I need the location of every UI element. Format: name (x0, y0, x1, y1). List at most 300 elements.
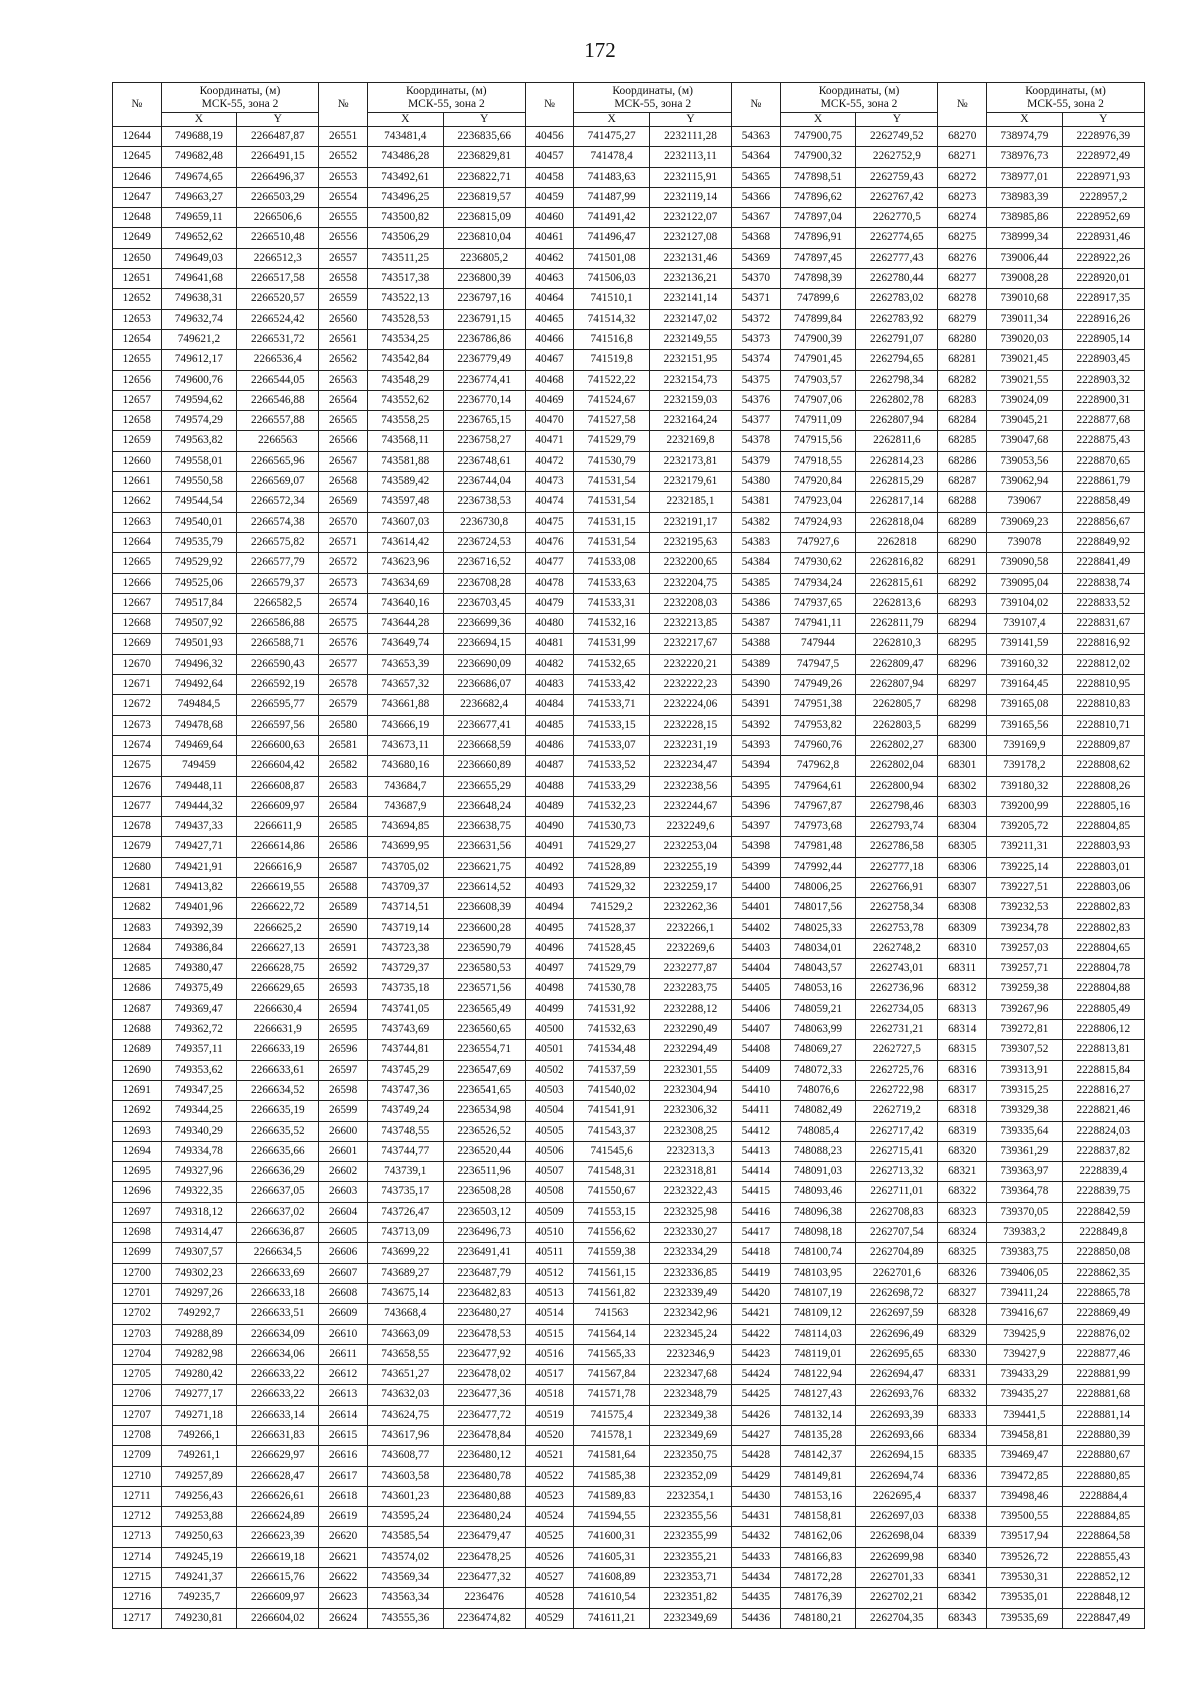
point-number-cell: 54406 (732, 999, 781, 1019)
point-number-cell: 40469 (525, 390, 574, 410)
point-number-cell: 12693 (113, 1121, 162, 1141)
point-number-cell: 40505 (525, 1121, 574, 1141)
y-value-cell: 2236479,47 (443, 1527, 525, 1547)
y-value-cell: 2232351,82 (649, 1588, 731, 1608)
x-value-cell: 739313,91 (987, 1060, 1063, 1080)
x-value-cell: 739267,96 (987, 999, 1063, 1019)
point-number-cell: 68296 (938, 654, 987, 674)
y-value-cell: 2262693,66 (856, 1426, 938, 1446)
x-value-cell: 743741,05 (367, 999, 443, 1019)
y-value-cell: 2228804,65 (1062, 938, 1144, 958)
coord-group-header: Координаты, (м) МСК-55, зона 2 (367, 83, 525, 113)
point-number-cell: 26589 (319, 898, 368, 918)
table-row (113, 1405, 1145, 1425)
x-value-cell: 749340,29 (161, 1121, 237, 1141)
table-row (113, 1486, 1145, 1506)
x-value-cell: 747960,76 (780, 735, 856, 755)
y-value-cell: 2266546,88 (237, 390, 319, 410)
point-number-cell: 40491 (525, 837, 574, 857)
point-number-cell: 12689 (113, 1040, 162, 1060)
point-number-cell: 40475 (525, 512, 574, 532)
x-value-cell: 739178,2 (987, 756, 1063, 776)
y-value-cell: 2262752,9 (856, 147, 938, 167)
y-value-cell: 2262774,65 (856, 228, 938, 248)
x-value-cell: 749444,32 (161, 796, 237, 816)
point-number-cell: 54382 (732, 512, 781, 532)
x-value-cell: 739406,05 (987, 1263, 1063, 1283)
y-value-cell: 2228848,12 (1062, 1588, 1144, 1608)
y-value-cell: 2236631,56 (443, 837, 525, 857)
y-value-cell: 2232294,49 (649, 1040, 731, 1060)
point-number-cell: 54390 (732, 675, 781, 695)
y-value-cell: 2228810,95 (1062, 675, 1144, 695)
y-value-cell: 2236819,57 (443, 187, 525, 207)
y-value-cell: 2232353,71 (649, 1568, 731, 1588)
point-number-cell: 40465 (525, 309, 574, 329)
x-value-cell: 739047,68 (987, 431, 1063, 451)
y-value-cell: 2262798,46 (856, 796, 938, 816)
x-value-cell: 739526,72 (987, 1547, 1063, 1567)
y-value-cell: 2262802,27 (856, 735, 938, 755)
point-number-cell: 40492 (525, 857, 574, 877)
point-number-cell: 26581 (319, 735, 368, 755)
x-value-cell: 743486,28 (367, 147, 443, 167)
y-value-cell: 2236480,88 (443, 1486, 525, 1506)
x-value-cell: 741550,67 (574, 1182, 650, 1202)
point-number-cell: 54411 (732, 1101, 781, 1121)
x-value-cell: 748053,16 (780, 979, 856, 999)
point-number-cell: 12672 (113, 695, 162, 715)
y-value-cell: 2228869,49 (1062, 1304, 1144, 1324)
x-value-cell: 739008,28 (987, 269, 1063, 289)
y-value-cell: 2266592,19 (237, 675, 319, 695)
table-row (113, 451, 1145, 471)
point-number-cell: 54365 (732, 167, 781, 187)
point-number-cell: 12707 (113, 1405, 162, 1425)
point-number-cell: 26570 (319, 512, 368, 532)
point-number-cell: 26597 (319, 1060, 368, 1080)
x-value-cell: 747898,51 (780, 167, 856, 187)
x-value-cell: 738985,86 (987, 208, 1063, 228)
y-value-cell: 2232349,69 (649, 1426, 731, 1446)
point-number-cell: 12671 (113, 675, 162, 695)
point-number-cell: 40516 (525, 1344, 574, 1364)
y-value-cell: 2262697,59 (856, 1304, 938, 1324)
x-value-cell: 739257,71 (987, 959, 1063, 979)
x-value-cell: 743729,37 (367, 959, 443, 979)
y-value-cell: 2266634,5 (237, 1243, 319, 1263)
y-value-cell: 2232249,6 (649, 817, 731, 837)
y-value-cell: 2236600,28 (443, 918, 525, 938)
point-number-cell: 12695 (113, 1162, 162, 1182)
point-number-cell: 68306 (938, 857, 987, 877)
y-value-cell: 2262695,65 (856, 1344, 938, 1364)
x-value-cell: 748076,6 (780, 1080, 856, 1100)
point-number-cell: 40513 (525, 1283, 574, 1303)
point-number-cell: 26592 (319, 959, 368, 979)
x-value-cell: 749641,68 (161, 269, 237, 289)
point-number-cell: 12682 (113, 898, 162, 918)
x-value-cell: 748180,21 (780, 1608, 856, 1628)
x-value-cell: 749386,84 (161, 938, 237, 958)
point-number-cell: 40503 (525, 1080, 574, 1100)
y-value-cell: 2262743,01 (856, 959, 938, 979)
x-value-cell: 749266,1 (161, 1426, 237, 1446)
x-value-cell: 748100,74 (780, 1243, 856, 1263)
point-number-cell: 12647 (113, 187, 162, 207)
y-value-cell: 2232283,75 (649, 979, 731, 999)
x-value-cell: 749235,7 (161, 1588, 237, 1608)
point-number-cell: 40519 (525, 1405, 574, 1425)
x-value-cell: 749282,98 (161, 1344, 237, 1364)
x-value-cell: 743601,23 (367, 1486, 443, 1506)
y-value-cell: 2232208,03 (649, 593, 731, 613)
x-value-cell: 749674,65 (161, 167, 237, 187)
y-value-cell: 2262818 (856, 532, 938, 552)
point-number-cell: 54421 (732, 1304, 781, 1324)
x-value-cell: 748025,33 (780, 918, 856, 938)
point-number-cell: 68340 (938, 1547, 987, 1567)
x-value-cell: 747920,84 (780, 472, 856, 492)
y-value-cell: 2262719,2 (856, 1101, 938, 1121)
y-value-cell: 2262694,15 (856, 1446, 938, 1466)
point-number-cell: 26608 (319, 1283, 368, 1303)
point-number-cell: 68307 (938, 877, 987, 897)
x-value-cell: 748153,16 (780, 1486, 856, 1506)
y-value-cell: 2266634,09 (237, 1324, 319, 1344)
point-number-cell: 54374 (732, 350, 781, 370)
y-value-cell: 2228865,78 (1062, 1283, 1144, 1303)
x-value-cell: 739045,21 (987, 411, 1063, 431)
point-number-cell: 26588 (319, 877, 368, 897)
point-number-cell: 26618 (319, 1486, 368, 1506)
x-value-cell: 743713,09 (367, 1223, 443, 1243)
point-number-cell: 12655 (113, 350, 162, 370)
y-value-cell: 2236699,36 (443, 614, 525, 634)
x-value-cell: 749261,1 (161, 1446, 237, 1466)
table-row (113, 1446, 1145, 1466)
x-value-cell: 743640,16 (367, 593, 443, 613)
y-value-cell: 2262803,5 (856, 715, 938, 735)
point-number-cell: 68331 (938, 1365, 987, 1385)
y-value-cell: 2236822,71 (443, 167, 525, 187)
y-value-cell: 2236770,14 (443, 390, 525, 410)
y-value-cell: 2266604,42 (237, 756, 319, 776)
x-value-cell: 747992,44 (780, 857, 856, 877)
y-value-cell: 2236491,41 (443, 1243, 525, 1263)
x-header: X (987, 113, 1063, 127)
y-value-cell: 2262815,61 (856, 573, 938, 593)
y-value-cell: 2266615,76 (237, 1568, 319, 1588)
y-header: Y (443, 113, 525, 127)
x-value-cell: 749375,49 (161, 979, 237, 999)
y-value-cell: 2262777,18 (856, 857, 938, 877)
y-value-cell: 2266600,63 (237, 735, 319, 755)
point-number-cell: 68304 (938, 817, 987, 837)
point-number-cell: 68317 (938, 1080, 987, 1100)
x-value-cell: 739067 (987, 492, 1063, 512)
y-value-cell: 2236765,15 (443, 411, 525, 431)
x-value-cell: 743569,34 (367, 1568, 443, 1588)
point-number-cell: 12700 (113, 1263, 162, 1283)
y-value-cell: 2266635,52 (237, 1121, 319, 1141)
x-value-cell: 747949,26 (780, 675, 856, 695)
point-number-cell: 40483 (525, 675, 574, 695)
y-value-cell: 2232179,61 (649, 472, 731, 492)
y-value-cell: 2232339,49 (649, 1283, 731, 1303)
y-value-cell: 2228881,99 (1062, 1365, 1144, 1385)
y-value-cell: 2236648,24 (443, 796, 525, 816)
point-number-cell: 68288 (938, 492, 987, 512)
point-number-cell: 26555 (319, 208, 368, 228)
x-value-cell: 741567,84 (574, 1365, 650, 1385)
x-value-cell: 747915,56 (780, 431, 856, 451)
y-value-cell: 2232149,55 (649, 329, 731, 349)
y-value-cell: 2262748,2 (856, 938, 938, 958)
x-value-cell: 749529,92 (161, 553, 237, 573)
x-value-cell: 743714,51 (367, 898, 443, 918)
point-number-cell: 26601 (319, 1141, 368, 1161)
point-number-cell: 68320 (938, 1141, 987, 1161)
point-number-cell: 12696 (113, 1182, 162, 1202)
x-value-cell: 743585,54 (367, 1527, 443, 1547)
table-row (113, 1202, 1145, 1222)
x-value-cell: 738983,39 (987, 187, 1063, 207)
x-value-cell: 748142,37 (780, 1446, 856, 1466)
y-value-cell: 2236703,45 (443, 593, 525, 613)
x-value-cell: 741533,71 (574, 695, 650, 715)
x-value-cell: 739227,51 (987, 877, 1063, 897)
point-number-cell: 26617 (319, 1466, 368, 1486)
x-value-cell: 749688,19 (161, 127, 237, 147)
x-value-cell: 749327,96 (161, 1162, 237, 1182)
table-row (113, 269, 1145, 289)
x-value-cell: 741530,79 (574, 451, 650, 471)
y-value-cell: 2266633,61 (237, 1060, 319, 1080)
point-number-cell: 26577 (319, 654, 368, 674)
x-value-cell: 741533,42 (574, 675, 650, 695)
y-value-cell: 2232213,85 (649, 614, 731, 634)
x-value-cell: 743745,29 (367, 1060, 443, 1080)
point-number-cell: 54366 (732, 187, 781, 207)
y-value-cell: 2236797,16 (443, 289, 525, 309)
x-value-cell: 743617,96 (367, 1426, 443, 1446)
x-value-cell: 739257,03 (987, 938, 1063, 958)
x-value-cell: 739053,56 (987, 451, 1063, 471)
y-value-cell: 2266586,88 (237, 614, 319, 634)
x-value-cell: 739535,01 (987, 1588, 1063, 1608)
x-value-cell: 749421,91 (161, 857, 237, 877)
x-value-cell: 739141,59 (987, 634, 1063, 654)
y-value-cell: 2236478,02 (443, 1365, 525, 1385)
x-value-cell: 743595,24 (367, 1507, 443, 1527)
y-value-cell: 2266595,77 (237, 695, 319, 715)
y-value-cell: 2228804,88 (1062, 979, 1144, 999)
table-row (113, 187, 1145, 207)
y-value-cell: 2262767,42 (856, 187, 938, 207)
point-number-cell: 68318 (938, 1101, 987, 1121)
y-value-cell: 2236738,53 (443, 492, 525, 512)
x-value-cell: 743735,18 (367, 979, 443, 999)
x-value-cell: 749380,47 (161, 959, 237, 979)
x-value-cell: 748107,19 (780, 1283, 856, 1303)
point-number-cell: 54415 (732, 1182, 781, 1202)
x-value-cell: 743581,88 (367, 451, 443, 471)
x-value-cell: 741519,8 (574, 350, 650, 370)
table-row (113, 350, 1145, 370)
x-value-cell: 739307,52 (987, 1040, 1063, 1060)
y-value-cell: 2262702,21 (856, 1588, 938, 1608)
point-number-cell: 26593 (319, 979, 368, 999)
x-value-cell: 739225,14 (987, 857, 1063, 877)
point-number-cell: 40478 (525, 573, 574, 593)
x-value-cell: 739205,72 (987, 817, 1063, 837)
y-value-cell: 2228862,35 (1062, 1263, 1144, 1283)
table-row (113, 1385, 1145, 1405)
point-number-cell: 68298 (938, 695, 987, 715)
point-number-cell: 40466 (525, 329, 574, 349)
x-value-cell: 741533,52 (574, 756, 650, 776)
x-value-cell: 741533,15 (574, 715, 650, 735)
y-value-cell: 2266574,38 (237, 512, 319, 532)
point-number-cell: 54364 (732, 147, 781, 167)
point-number-cell: 40458 (525, 167, 574, 187)
point-number-cell: 12654 (113, 329, 162, 349)
point-number-cell: 26553 (319, 167, 368, 187)
point-number-cell: 40507 (525, 1162, 574, 1182)
y-value-cell: 2262727,5 (856, 1040, 938, 1060)
x-value-cell: 747923,04 (780, 492, 856, 512)
x-value-cell: 748063,99 (780, 1020, 856, 1040)
point-number-cell: 26561 (319, 329, 368, 349)
x-value-cell: 749652,62 (161, 228, 237, 248)
y-value-cell: 2236560,65 (443, 1020, 525, 1040)
y-value-cell: 2228856,67 (1062, 512, 1144, 532)
table-row (113, 979, 1145, 999)
table-row (113, 1426, 1145, 1446)
point-number-cell: 40477 (525, 553, 574, 573)
point-number-cell: 40485 (525, 715, 574, 735)
x-value-cell: 739164,45 (987, 675, 1063, 695)
point-number-cell: 40471 (525, 431, 574, 451)
x-value-cell: 738999,34 (987, 228, 1063, 248)
point-number-cell: 12712 (113, 1507, 162, 1527)
table-row (113, 147, 1145, 167)
num-header: № (732, 83, 781, 127)
x-header: X (367, 113, 443, 127)
y-value-cell: 2236477,36 (443, 1385, 525, 1405)
x-value-cell: 748091,03 (780, 1162, 856, 1182)
x-value-cell: 739416,67 (987, 1304, 1063, 1324)
point-number-cell: 12664 (113, 532, 162, 552)
x-value-cell: 741475,27 (574, 127, 650, 147)
y-value-cell: 2236477,72 (443, 1405, 525, 1425)
point-number-cell: 12644 (113, 127, 162, 147)
table-row (113, 512, 1145, 532)
y-value-cell: 2236496,73 (443, 1223, 525, 1243)
y-value-cell: 2262753,78 (856, 918, 938, 938)
y-value-cell: 2232127,08 (649, 228, 731, 248)
x-value-cell: 741564,14 (574, 1324, 650, 1344)
x-value-cell: 743552,62 (367, 390, 443, 410)
x-value-cell: 749496,32 (161, 654, 237, 674)
y-value-cell: 2236810,04 (443, 228, 525, 248)
y-value-cell: 2228831,67 (1062, 614, 1144, 634)
x-value-cell: 748114,03 (780, 1324, 856, 1344)
x-value-cell: 749318,12 (161, 1202, 237, 1222)
x-value-cell: 741506,03 (574, 269, 650, 289)
y-value-cell: 2236638,75 (443, 817, 525, 837)
point-number-cell: 12681 (113, 877, 162, 897)
y-value-cell: 2262715,41 (856, 1141, 938, 1161)
y-value-cell: 2266633,18 (237, 1283, 319, 1303)
table-row (113, 1080, 1145, 1100)
point-number-cell: 12657 (113, 390, 162, 410)
x-value-cell: 741556,62 (574, 1223, 650, 1243)
y-value-cell: 2232122,07 (649, 208, 731, 228)
point-number-cell: 26557 (319, 248, 368, 268)
table-row (113, 390, 1145, 410)
point-number-cell: 68305 (938, 837, 987, 857)
y-value-cell: 2262802,78 (856, 390, 938, 410)
point-number-cell: 68291 (938, 553, 987, 573)
y-value-cell: 2266633,22 (237, 1365, 319, 1385)
x-value-cell: 739425,9 (987, 1324, 1063, 1344)
point-number-cell: 40496 (525, 938, 574, 958)
x-value-cell: 741532,65 (574, 654, 650, 674)
point-number-cell: 40470 (525, 411, 574, 431)
x-value-cell: 743496,25 (367, 187, 443, 207)
y-value-cell: 2232141,14 (649, 289, 731, 309)
y-value-cell: 2262698,72 (856, 1283, 938, 1303)
x-value-cell: 749241,37 (161, 1568, 237, 1588)
y-value-cell: 2232113,11 (649, 147, 731, 167)
x-value-cell: 743735,17 (367, 1182, 443, 1202)
table-header (113, 83, 1145, 127)
point-number-cell: 12645 (113, 147, 162, 167)
y-value-cell: 2236815,09 (443, 208, 525, 228)
point-number-cell: 12715 (113, 1568, 162, 1588)
y-value-cell: 2236480,27 (443, 1304, 525, 1324)
y-value-cell: 2232255,19 (649, 857, 731, 877)
x-value-cell: 739165,08 (987, 695, 1063, 715)
x-value-cell: 741524,67 (574, 390, 650, 410)
x-value-cell: 749230,81 (161, 1608, 237, 1628)
y-value-cell: 2262711,01 (856, 1182, 938, 1202)
x-value-cell: 749469,64 (161, 735, 237, 755)
point-number-cell: 12688 (113, 1020, 162, 1040)
x-value-cell: 748109,12 (780, 1304, 856, 1324)
x-value-cell: 741531,54 (574, 532, 650, 552)
y-value-cell: 2232131,46 (649, 248, 731, 268)
point-number-cell: 12713 (113, 1527, 162, 1547)
x-value-cell: 749392,39 (161, 918, 237, 938)
y-value-cell: 2232266,1 (649, 918, 731, 938)
x-value-cell: 747947,5 (780, 654, 856, 674)
x-value-cell: 739427,9 (987, 1344, 1063, 1364)
y-value-cell: 2236791,15 (443, 309, 525, 329)
point-number-cell: 68323 (938, 1202, 987, 1222)
point-number-cell: 12676 (113, 776, 162, 796)
y-value-cell: 2266575,82 (237, 532, 319, 552)
y-value-cell: 2228813,81 (1062, 1040, 1144, 1060)
table-row (113, 1588, 1145, 1608)
x-value-cell: 741548,31 (574, 1162, 650, 1182)
point-number-cell: 26609 (319, 1304, 368, 1324)
y-value-cell: 2266631,83 (237, 1426, 319, 1446)
point-number-cell: 12686 (113, 979, 162, 999)
y-value-cell: 2232325,98 (649, 1202, 731, 1222)
